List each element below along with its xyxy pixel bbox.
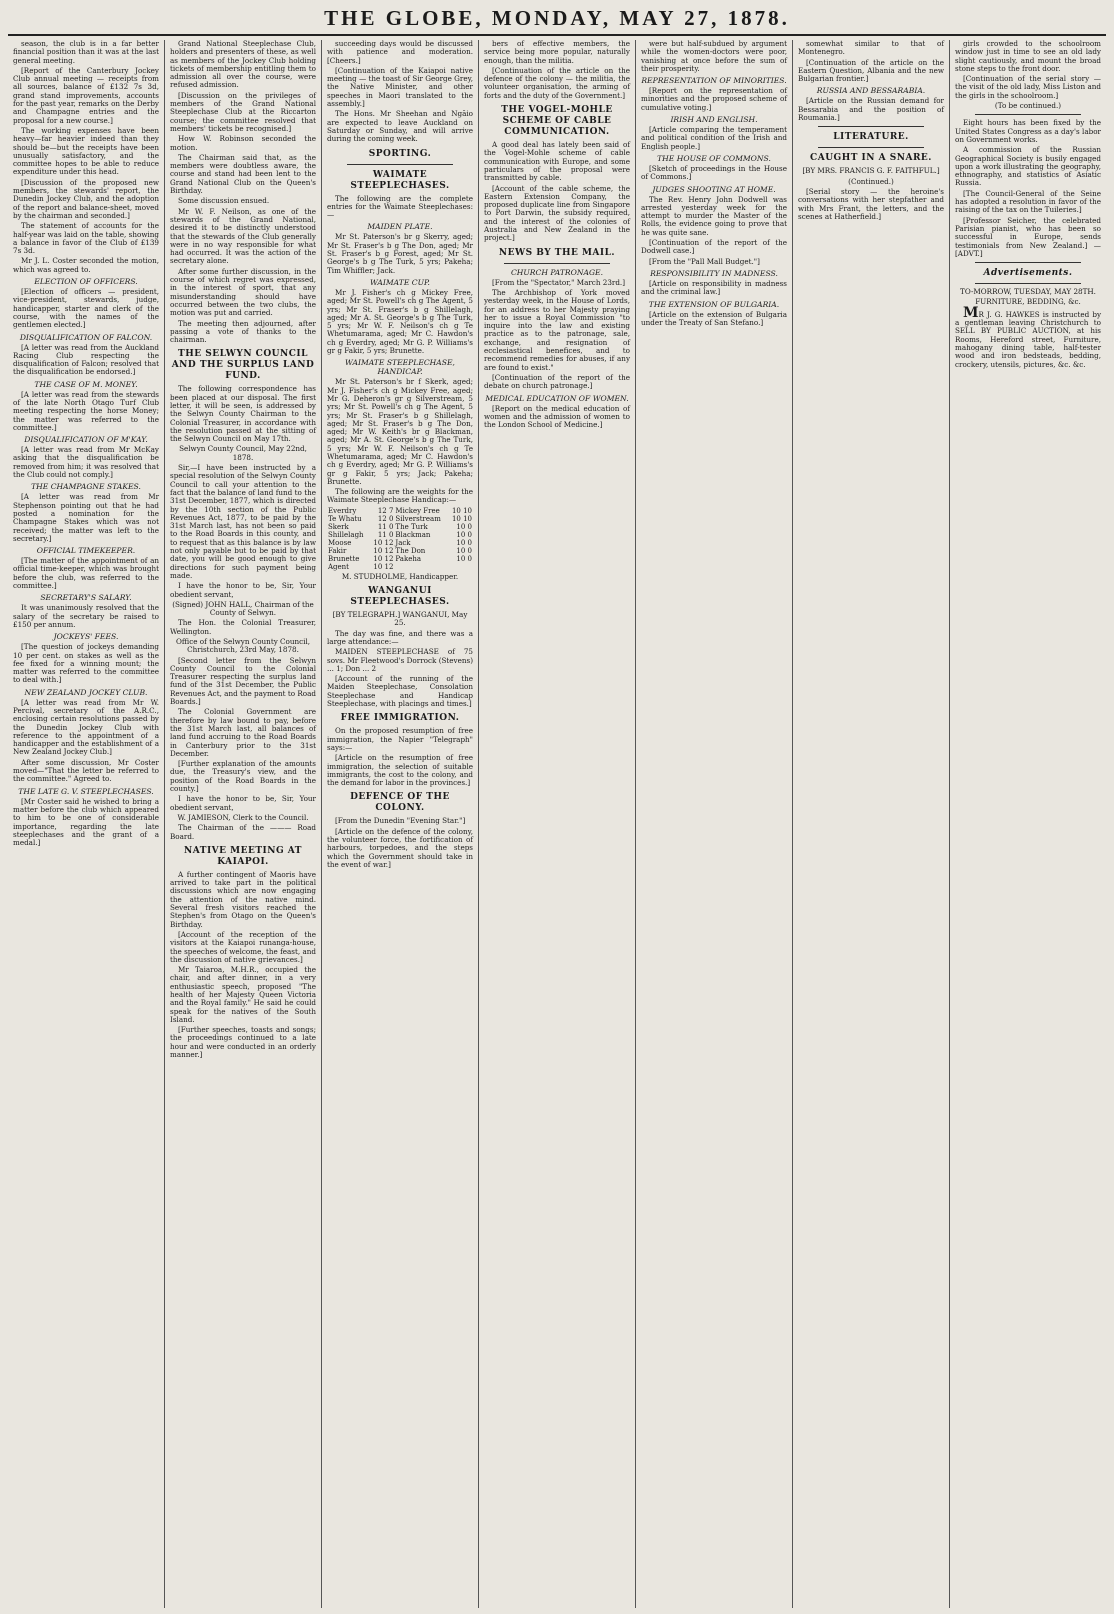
horse-weight: 10 0 [456, 546, 472, 555]
paragraph: [Report of the Canterbury Jockey Club annual meeting — receipts from all sources, balance of £132 7s 3d, grand stand improvements, accounts for the past year, remarks on the Derby and Champagne entries and the proposal for a new course.] [13, 65, 159, 125]
paragraph: Selwyn County Council, May 22nd, 1878. [179, 444, 307, 462]
paragraph: Some discussion ensued. [178, 196, 270, 206]
paragraph: [The matter of the appointment of an official time-keeper, which was brought before the club, was referred to the committee.] [13, 556, 159, 591]
subheading: THE LATE G. V. STEEPLECHASES. [18, 786, 154, 796]
paragraph: [Serial story — the heroine's conversations with her stepfather and with Mrs Frant, the letters, and the scenes at Hatherfield.] [798, 186, 944, 221]
column-4 [479, 40, 636, 1608]
paragraph: I have the honor to be, Sir, Your obedient servant, [170, 581, 316, 599]
paragraph: [Mr Coster said he wished to bring a matter before the club which appeared to him to be one of considerable importance, regarding the late steeplechases and the grant of a medal.] [13, 796, 159, 848]
section-heading: LITERATURE. [833, 132, 909, 143]
horse-weight [448, 563, 473, 571]
paragraph: [Article on the Russian demand for Bessarabia and the position of Roumania.] [798, 96, 944, 123]
subheading: IRISH AND ENGLISH. [670, 115, 758, 125]
paragraph-text: R J. G. HAWKES is instructed by a gentleman leaving Christchurch to SELL BY PUBLIC AUCTION, at his Rooms, Hereford street, Furniture, mahogany dining table, half-tester wood and iron bedsteads, bedding, crockery, utensils, pictures, &c. &c. [955, 309, 1101, 369]
horse-weight: 10 0 [456, 538, 472, 547]
weights-row [327, 563, 473, 571]
paragraph: [Article on responsibility in madness and the criminal law.] [641, 278, 787, 297]
weights-row [327, 523, 473, 531]
horse-name: Shillelagh [328, 530, 364, 539]
masthead-rule [8, 34, 1106, 36]
horse-weight: 10 12 [373, 554, 394, 563]
horse-weight: 10 10 [451, 514, 472, 523]
paragraph: [Further explanation of the amounts due, the Treasury's view, and the position of the Road Boards in the county.] [170, 759, 316, 794]
paragraph: [Report on the representation of minorities and the proposed scheme of cumulative voting.] [641, 86, 787, 112]
column-divider-rule [818, 126, 924, 127]
paragraph: Mr St. Paterson's br f Skerk, aged; Mr J. Fisher's ch g Mickey Free, aged; Mr G. Deheron's gr g Silverstream, 5 yrs; Mr St. Powell's ch g The Agent, 5 yrs; Mr St. Fraser's b g Shillelagh, aged; Mr St. Fraser's b g The Don, aged; Mr W. Keith's br g Blackman, aged; Mr A. St. George's b g The Turk, 5 yrs; Mr W. F. Neilson's ch g Te Whetumarama, aged; Mr C. Hawdon's ch g Everdry, aged; Mr G. P. Williams's gr g Fakir, 5 yrs; Jack; Pakeha; Brunette. [327, 377, 473, 486]
paragraph: I have the honor to be, Sir, Your obedient servant, [170, 794, 316, 812]
paragraph: Mr Taiaroa, M.H.R., occupied the chair, and after dinner, in a very enthusiastic speech, proposed "The health of her Majesty Queen Victoria and the Royal family." He said he could speak for the natives of the South Island. [170, 965, 316, 1024]
subheading: WAIMATE CUP. [370, 277, 430, 287]
column-1 [8, 40, 165, 1608]
paragraph: How W. Robinson seconded the motion. [170, 134, 316, 152]
paragraph: FURNITURE, BEDDING, &c. [975, 297, 1081, 307]
weights-row [327, 507, 473, 515]
advertisements-heading: Advertisements. [983, 268, 1073, 279]
subheading: ELECTION OF OFFICERS. [34, 277, 138, 287]
paragraph: It was unanimously resolved that the salary of the secretary be raised to £150 per annum. [13, 603, 159, 629]
subheading: MAIDEN PLATE. [367, 222, 433, 232]
horse-weight: 12 7 [377, 506, 394, 515]
masthead: THE GLOBE, MONDAY, MAY 27, 1878. [324, 6, 790, 30]
paragraph: season, the club is in a far better financial position than it was at the last general meeting. [13, 40, 159, 65]
subheading: REPRESENTATION OF MINORITIES. [641, 76, 787, 86]
paragraph: On the proposed resumption of free immigration, the Napier "Telegraph" says:— [327, 726, 473, 752]
horse-name: Moose [328, 538, 352, 547]
paragraph: [Second letter from the Selwyn County Council to the Colonial Treasurer respecting the surplus land fund of the 31st December, the Public Revenues Act, and the payment to Road Boards.] [170, 655, 316, 707]
subheading: THE HOUSE OF COMMONS. [657, 153, 771, 163]
paragraph: The Colonial Government are therefore by law bound to pay, before the 31st March last, all balances of land fund accruing to the Road Boards in Canterbury prior to the 31st December. [170, 707, 316, 758]
column-5 [636, 40, 793, 1608]
paragraph: [Report on the medical education of women and the admission of women to the London School of Medicine.] [484, 403, 630, 430]
weights-row [327, 531, 473, 539]
column-divider-rule [818, 147, 924, 148]
horse-name: Te Whatu [328, 514, 362, 523]
horse-weight: 10 0 [456, 522, 472, 531]
horse-weight: 10 12 [373, 538, 394, 547]
paragraph: Office of the Selwyn County Council, Christchurch, 23rd May, 1878. [175, 637, 311, 655]
horse-name: Agent [328, 562, 349, 571]
paragraph: [A letter was read from Mr W. Percival, secretary of the A.R.C., enclosing certain resolutions passed by the Dunedin Jockey Club with reference to the appointment of a handicapper and the establishment of a New Zealand Jockey Club.] [13, 697, 159, 757]
subheading: THE CASE OF M. MONEY. [34, 379, 138, 389]
paragraph: [Account of the cable scheme, the Eastern Extension Company, the proposed duplicate line from Singapore to Port Darwin, the subsidy required, and the interest of the colonies of Australia and New Zealand in the project.] [484, 183, 630, 243]
subheading: THE CHAMPAGNE STAKES. [31, 482, 141, 492]
column-divider-rule [975, 283, 1081, 284]
weights-row [327, 555, 473, 563]
drop-cap: M [963, 304, 979, 321]
paragraph: [A letter was read from the Auckland Racing Club respecting the disqualification of Falcon; resolved that the disqualification be endorsed.] [13, 342, 159, 377]
paragraph: [Continuation of the article on the Eastern Question, Albania and the new Bulgarian frontier.] [798, 57, 944, 84]
paragraph [955, 304, 1101, 369]
paragraph: [Continuation of the report of the debate on church patronage.] [484, 372, 630, 391]
paragraph: [Account of the reception of the visitors at the Kaiapoi runanga-house, the speeches of welcome, the feast, and the discussion of native grievances.] [170, 929, 316, 964]
paragraph: The Hons. Mr Sheehan and Ngāio are expected to leave Auckland on Saturday or Sunday, and will arrive during the coming week. [327, 109, 473, 144]
paragraph: [The question of jockeys demanding 10 per cent. on stakes as well as the fee fixed for a winning mount; the matter was referred to the committee to deal with.] [13, 642, 159, 685]
subheading: DISQUALIFICATION OF FALCON. [19, 332, 153, 342]
paragraph: The following are the weights for the Waimate Steeplechase Handicap:— [327, 487, 473, 505]
paragraph: [Article on the extension of Bulgaria under the Treaty of San Stefano.] [641, 309, 787, 327]
column-divider-rule [347, 164, 453, 165]
paragraph: somewhat similar to that of Montenegro. [798, 40, 944, 57]
horse-weight: 10 12 [373, 546, 394, 555]
paragraph: A good deal has lately been said of the Vogel-Mohle scheme of cable communication with Europe, and some particulars of the proposal were transmitted by cable. [484, 140, 630, 183]
paragraph: [BY TELEGRAPH.] WANGANUI, May 25. [332, 610, 468, 628]
weights-row [327, 515, 473, 523]
paragraph: [Account of the running of the Maiden Steeplechase, Consolation Steeplechase and Handicap Steeplechase, with placings and times.] [327, 674, 473, 709]
paragraph: [Sketch of proceedings in the House of Commons.] [641, 163, 787, 182]
section-heading: NEWS BY THE MAIL. [498, 247, 616, 258]
paragraph: [The Council-General of the Seine has adopted a resolution in favor of the raising of the tax on the Tuileries.] [955, 188, 1101, 215]
horse-weight: 10 0 [456, 554, 472, 563]
section-heading: SPORTING. [368, 148, 432, 159]
section-heading: FREE IMMIGRATION. [340, 713, 460, 724]
subheading: RESPONSIBILITY IN MADNESS. [650, 268, 778, 278]
column-6 [793, 40, 950, 1608]
paragraph: [Continuation of the report of the Dodwell case.] [641, 238, 787, 256]
horse-weight: 12 0 [377, 514, 394, 523]
column-7 [950, 40, 1106, 1608]
paragraph: Mr St. Paterson's br g Skerry, aged; Mr St. Fraser's b g The Don, aged; Mr St. Fraser's b g Forest, aged; Mr St. George's b g The Turk, 5 yrs; Pakeha; Tim Whiffler; Jack. [327, 232, 473, 275]
horse-name: Jack [395, 538, 411, 547]
paragraph: The statement of accounts for the half-year was laid on the table, showing a balance in favor of the Club of £139 7s 3d. [13, 221, 159, 256]
paragraph: [From the "Spectator," March 23rd.] [492, 277, 626, 287]
paragraph: [A letter was read from the stewards of the late North Otago Turf Club meeting respecting the horse Money; the matter was referred to the committee.] [13, 389, 159, 432]
paragraph: [A letter was read from Mr Stephenson pointing out that he had posted a nomination for the Champagne Stakes which was not received; the matter was left to the secretary.] [13, 492, 159, 543]
column-2 [165, 40, 322, 1608]
paragraph: The Archbishop of York moved yesterday week, in the House of Lords, for an address to her Majesty praying her to issue a Royal Commission "to inquire into the law and existing practice as to the patronage, sale, exchange, and resignation of ecclesiastical benefices, and to recommend remedies for abuses, if any are found to exist." [484, 287, 630, 372]
horse-name: Fakir [328, 546, 347, 555]
paragraph: [Article on the resumption of free immigration, the selection of suitable immigrants, the cost to the colony, and the demand for labor in the provinces.] [327, 753, 473, 788]
horse-name: Pakeha [395, 554, 422, 563]
horse-name: The Turk [395, 522, 428, 531]
paragraph: Eight hours has been fixed by the United States Congress as a day's labor on Government works. [955, 118, 1101, 144]
paragraph: A further contingent of Maoris have arrived to take part in the political discussions which are now engaging the attention of the native mind. Several fresh visitors reached the Stephen's from Otago on the Queen's Birthday. [170, 869, 316, 929]
paragraph: Mr J. L. Coster seconded the motion, which was agreed to. [13, 256, 159, 274]
horse-weight: 11 0 [377, 530, 394, 539]
paragraph: The Rev. Henry John Dodwell was arrested yesterday week for the attempt to murder the Master of the Rolls, the evidence going to prove that he was quite sane. [641, 194, 787, 237]
paragraph: [Election of officers — president, vice-president, stewards, judge, handicapper, starter and clerk of the course, with the names of the gentlemen elected.] [13, 287, 159, 330]
section-heading: WAIMATE STEEPLECHASES. [350, 169, 450, 191]
subheading: THE EXTENSION OF BULGARIA. [648, 299, 780, 309]
section-heading: NATIVE MEETING AT KAIAPOI. [184, 845, 302, 867]
paragraph: (Signed) JOHN HALL, Chairman of the County of Selwyn. [172, 599, 314, 618]
paragraph: [Article comparing the temperament and political condition of the Irish and English people.] [641, 125, 787, 151]
paragraph: [Continuation of the Kaiapoi native meeting — the toast of Sir George Grey, the Native Minister, and other speeches in Maori translated to the assembly.] [327, 65, 473, 109]
section-heading: CAUGHT IN A SNARE. [810, 153, 932, 164]
paragraph: girls crowded to the schoolroom window just in time to see an old lady slight cautiously, and mount the broad stone steps to the front door. [955, 40, 1101, 73]
section-heading: THE VOGEL-MOHLE SCHEME OF CABLE COMMUNICATION. [501, 105, 613, 138]
paragraph: The day was fine, and there was a large attendance:— [327, 628, 473, 646]
paragraph: [Further speeches, toasts and songs; the proceedings continued to a late hour and were conducted in an orderly manner.] [170, 1025, 316, 1060]
weights-row [327, 539, 473, 547]
paragraph: Mr J. Fisher's ch g Mickey Free, aged; Mr St. Powell's ch g The Agent, 5 yrs; Mr St. Fraser's b g Shillelagh, aged; Mr A. St. George's b g The Turk, 5 yrs; Mr W. F. Neilson's ch g Te Whetumarama, aged; Mr C. Hawdon's ch g Everdry, aged; Mr G. P. Williams's gr g Fakir, 5 yrs; Brunette. [327, 287, 473, 356]
horse-name: Silverstream [395, 514, 441, 523]
subheading: MEDICAL EDUCATION OF WOMEN. [485, 393, 629, 403]
paragraph: were but half-subdued by argument while the women-doctors were poor, vanishing at once before the sum of their prosperity. [641, 40, 787, 73]
paragraph: The Chairman of the ——— Road Board. [170, 823, 316, 841]
horse-name [394, 563, 448, 571]
paragraph: The meeting then adjourned, after passing a vote of thanks to the chairman. [170, 318, 316, 345]
horse-weight: 10 0 [456, 530, 472, 539]
paragraph: The following are the complete entries for the Waimate Steeplechases:— [327, 193, 473, 220]
weights-row [327, 547, 473, 555]
paragraph: (Continued.) [848, 176, 894, 186]
horse-weight: 10 12 [373, 562, 394, 571]
subheading: OFFICIAL TIMEKEEPER. [36, 546, 136, 556]
paragraph: [Discussion of the proposed new members, the stewards' report, the Dunedin Jockey Club, and the adoption of the report and balance-sheet, moved by the chairman and seconded.] [13, 177, 159, 220]
subheading: DISQUALIFICATION OF M'KAY. [24, 435, 148, 445]
paragraph: [Professor Seicher, the celebrated Parisian pianist, who has been so successful in Europe, sends testimonials from New Zealand.] —[ADVT.] [955, 215, 1101, 258]
horse-name: Blackman [395, 530, 431, 539]
subheading: CHURCH PATRONAGE. [510, 267, 604, 277]
paragraph: The Chairman said that, as the members were doubtless aware, the course and stand had been lent to the Grand National Club on the Queen's Birthday. [170, 152, 316, 196]
paragraph: bers of effective members, the service being more popular, naturally enough, than the militia. [484, 40, 630, 65]
paragraph: The Hon. the Colonial Treasurer, Wellington. [170, 618, 316, 636]
subheading: WAIMATE STEEPLECHASE, HANDICAP. [345, 358, 455, 377]
paragraph: (To be continued.) [994, 101, 1062, 111]
column-divider-rule [975, 262, 1081, 263]
paragraph: [From the "Pall Mall Budget."] [649, 256, 760, 266]
subheading: SECRETARY'S SALARY. [40, 593, 132, 603]
paragraph: MAIDEN STEEPLECHASE of 75 sovs. Mr Fleetwood's Dorrock (Stevens) ... 1; Don ... 2 [327, 647, 473, 673]
paragraph: [From the Dunedin "Evening Star."] [335, 816, 466, 826]
paragraph: Grand National Steeplechase Club, holders and presenters of these, as well as members of the Jockey Club holding tickets of membership entitling them to admission all over the course, were refused admission. [170, 40, 316, 90]
paragraph: After some further discussion, in the course of which regret was expressed, in the interest of sport, that any misunderstanding should have occurred between the two clubs, the motion was put and carried. [170, 266, 316, 318]
column-divider-rule [504, 263, 610, 264]
paragraph: succeeding days would be discussed with patience and moderation. [Cheers.] [327, 40, 473, 65]
paragraph: [Continuation of the serial story — the visit of the old lady, Miss Liston and the girls in the schoolroom.] [955, 74, 1101, 100]
paragraph: After some discussion, Mr Coster moved—"That the letter be referred to the committee." Agreed to. [13, 757, 159, 784]
subheading: RUSSIA AND BESSARABIA. [816, 86, 926, 96]
horse-name: Mickey Free [395, 506, 440, 515]
horse-name: Skerk [328, 522, 349, 531]
horse-weight: 11 0 [377, 522, 394, 531]
subheading: JOCKEYS' FEES. [53, 632, 119, 642]
paragraph: Mr W. F. Neilson, as one of the stewards of the Grand National, desired it to be distinctly understood that the stewards of the Club generally were in no way responsible for what had occurred. It was the action of the secretary alone. [170, 206, 316, 266]
subheading: JUDGES SHOOTING AT HOME. [652, 184, 776, 194]
horse-name: Brunette [328, 554, 360, 563]
horse-weight: 10 10 [451, 506, 472, 515]
horse-name: The Don [395, 546, 426, 555]
column-3 [322, 40, 479, 1608]
section-heading: THE SELWYN COUNCIL AND THE SURPLUS LAND FUND. [171, 349, 315, 382]
section-heading: WANGANUI STEEPLECHASES. [350, 586, 450, 608]
column-divider-rule [975, 114, 1081, 115]
paragraph: TO-MORROW, TUESDAY, MAY 28TH. [960, 287, 1096, 297]
paragraph: W. JAMIESON, Clerk to the Council. [177, 812, 309, 822]
paragraph: The following correspondence has been placed at our disposal. The first letter, it will be seen, is addressed by the Selwyn County Chairman to the Colonial Treasurer, in accordance with the resolution passed at the sitting of the Selwyn Council on May 17th. [170, 384, 316, 444]
paragraph: [Article on the defence of the colony, the volunteer force, the fortification of harbours, torpedoes, and the steps which the Government should take in the event of war.] [327, 826, 473, 869]
subheading: NEW ZEALAND JOCKEY CLUB. [24, 687, 148, 697]
paragraph: A commission of the Russian Geographical Society is busily engaged upon a work illustrating the geography, ethnography, and statistics of Asiatic Russia. [955, 145, 1101, 188]
horse-name: Everdry [328, 506, 357, 515]
paragraph: [Continuation of the article on the defence of the colony — the militia, the volunteer organisation, the arming of forts and the duty of the Government.] [484, 65, 630, 100]
paragraph: [A letter was read from Mr McKay asking that the disqualification be removed from him; it was resolved that the Club could not comply.] [13, 445, 159, 480]
weights-table [327, 507, 473, 571]
paragraph: [Discussion on the privileges of members of the Grand National Steeplechase Club at the Riccarton course; the committee resolved that members' tickets be recognised.] [170, 90, 316, 133]
paragraph: Sir,—I have been instructed by a special resolution of the Selwyn County Council to call your attention to the fact that the balance of land fund to the 31st December, 1877, which is directed by the 10th section of the Public Revenues Act, 1877, to be paid by the 31st March last, has not been so paid to the Road Boards in this county, and to request that as this balance is by law not only payable but to be paid by that date, you will be good enough to give directions for such payment being made. [170, 463, 316, 580]
paragraph: M. STUDHOLME, Handicapper. [341, 571, 459, 581]
paragraph: [BY MRS. FRANCIS G. F. FAITHFUL.] [802, 166, 940, 176]
column-container [8, 40, 1106, 1608]
section-heading: DEFENCE OF THE COLONY. [350, 792, 450, 814]
paragraph: The working expenses have been heavy—far heavier indeed than they should be—but the receipts have been unusually satisfactory, and the committee hopes to be able to reduce expenditure under this head. [13, 125, 159, 177]
